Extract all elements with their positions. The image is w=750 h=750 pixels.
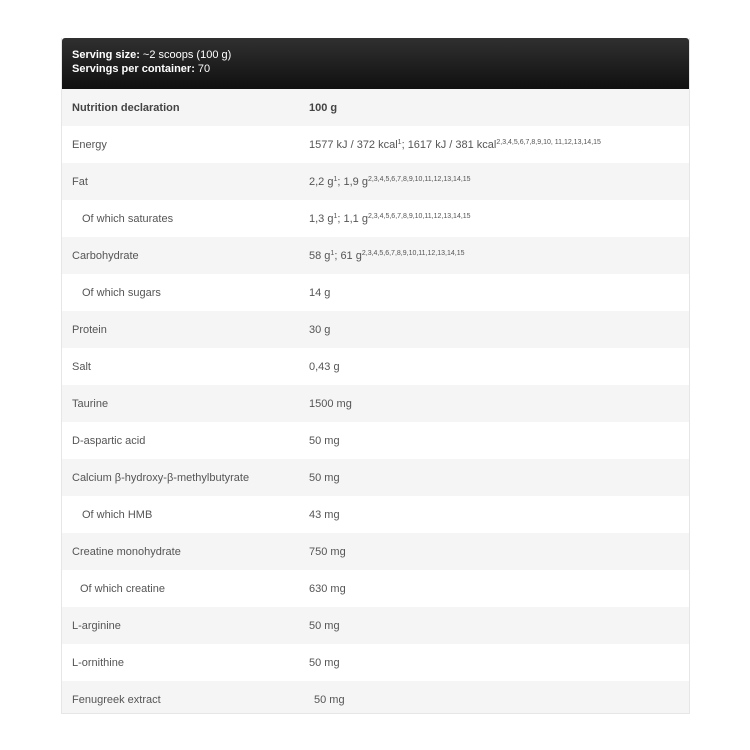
- table-row: [62, 200, 689, 237]
- value-part-2: ; 1,9 g: [337, 175, 368, 188]
- nutrient-name: Fat: [62, 163, 309, 200]
- nutrient-value: 1500 mg: [309, 385, 689, 422]
- table-row: [62, 422, 689, 459]
- serving-size-value: ~2 scoops (100 g): [139, 49, 232, 61]
- nutrient-name: Of which saturates: [62, 200, 309, 237]
- nutrient-name: Of which sugars: [62, 274, 309, 311]
- nutrient-value: 0,43 g: [309, 348, 689, 385]
- nutrient-value: 43 mg: [309, 496, 689, 533]
- footnote-1: 1: [397, 138, 402, 146]
- footnote-1: 1: [330, 249, 335, 257]
- table-row: [62, 274, 689, 311]
- table-row: [62, 385, 689, 422]
- table-row: [62, 311, 689, 348]
- value-part-1: 1,3 g: [309, 212, 334, 225]
- table-row: [62, 348, 689, 385]
- nutrient-value: 50 mg: [309, 422, 689, 459]
- column-header-name: Nutrition declaration: [62, 89, 309, 126]
- footnote-2: 2,3,4,5,6,7,8,9,10, 11,12,13,14,15: [496, 138, 601, 146]
- value-part-1: 58 g: [309, 249, 331, 262]
- nutrient-value: [309, 163, 689, 200]
- value-part-1: 1577 kJ / 372 kcal: [309, 138, 398, 151]
- footnote-2: 2,3,4,5,6,7,8,9,10,11,12,13,14,15: [361, 249, 465, 257]
- nutrient-value: 50 mg: [309, 681, 689, 714]
- nutrient-name: Creatine monohydrate: [62, 533, 309, 570]
- serving-size-label: Serving size:: [72, 49, 140, 61]
- servings-value: 70: [194, 63, 211, 75]
- nutrient-name: Of which creatine: [62, 570, 309, 607]
- nutrient-name: Fenugreek extract: [62, 681, 309, 714]
- nutrient-name: Taurine: [62, 385, 309, 422]
- table-row: [62, 163, 689, 200]
- nutrient-value: 14 g: [309, 274, 689, 311]
- footnote-2: 2,3,4,5,6,7,8,9,10,11,12,13,14,15: [367, 175, 471, 183]
- nutrient-value: [309, 126, 689, 163]
- nutrition-table: [62, 89, 689, 714]
- nutrient-name: L-arginine: [62, 607, 309, 644]
- serving-size-line: [72, 48, 679, 62]
- nutrient-value: 750 mg: [309, 533, 689, 570]
- nutrient-value: 630 mg: [309, 570, 689, 607]
- nutrient-value: 50 mg: [309, 459, 689, 496]
- table-header-row: [62, 89, 689, 126]
- footnote-1: 1: [333, 175, 338, 183]
- nutrient-value: 30 g: [309, 311, 689, 348]
- nutrient-value: 50 mg: [309, 644, 689, 681]
- table-row: [62, 496, 689, 533]
- nutrient-value: [309, 200, 689, 237]
- value-part-2: ; 1617 kJ / 381 kcal: [401, 138, 497, 151]
- nutrient-name: Protein: [62, 311, 309, 348]
- nutrient-name: Energy: [62, 126, 309, 163]
- nutrient-name: D-aspartic acid: [62, 422, 309, 459]
- table-row: [62, 570, 689, 607]
- table-row: [62, 459, 689, 496]
- nutrient-name: Carbohydrate: [62, 237, 309, 274]
- value-part-2: ; 61 g: [334, 249, 362, 262]
- table-row: [62, 237, 689, 274]
- table-row: [62, 681, 689, 714]
- column-header-value: 100 g: [309, 89, 689, 126]
- serving-header: [62, 38, 689, 89]
- table-row: [62, 126, 689, 163]
- table-row: [62, 644, 689, 681]
- table-row: [62, 607, 689, 644]
- footnote-1: 1: [333, 212, 338, 220]
- value-part-1: 2,2 g: [309, 175, 334, 188]
- nutrient-name: L-ornithine: [62, 644, 309, 681]
- nutrient-value: [309, 237, 689, 274]
- nutrient-value: 50 mg: [309, 607, 689, 644]
- servings-line: [72, 62, 679, 76]
- value-part-2: ; 1,1 g: [337, 212, 368, 225]
- servings-label: Servings per container:: [72, 63, 195, 75]
- table-row: [62, 533, 689, 570]
- nutrient-name: Of which HMB: [62, 496, 309, 533]
- nutrition-panel: [61, 38, 690, 714]
- nutrient-name: Salt: [62, 348, 309, 385]
- footnote-2: 2,3,4,5,6,7,8,9,10,11,12,13,14,15: [367, 212, 471, 220]
- nutrient-name: Calcium β-hydroxy-β-methylbutyrate: [62, 459, 309, 496]
